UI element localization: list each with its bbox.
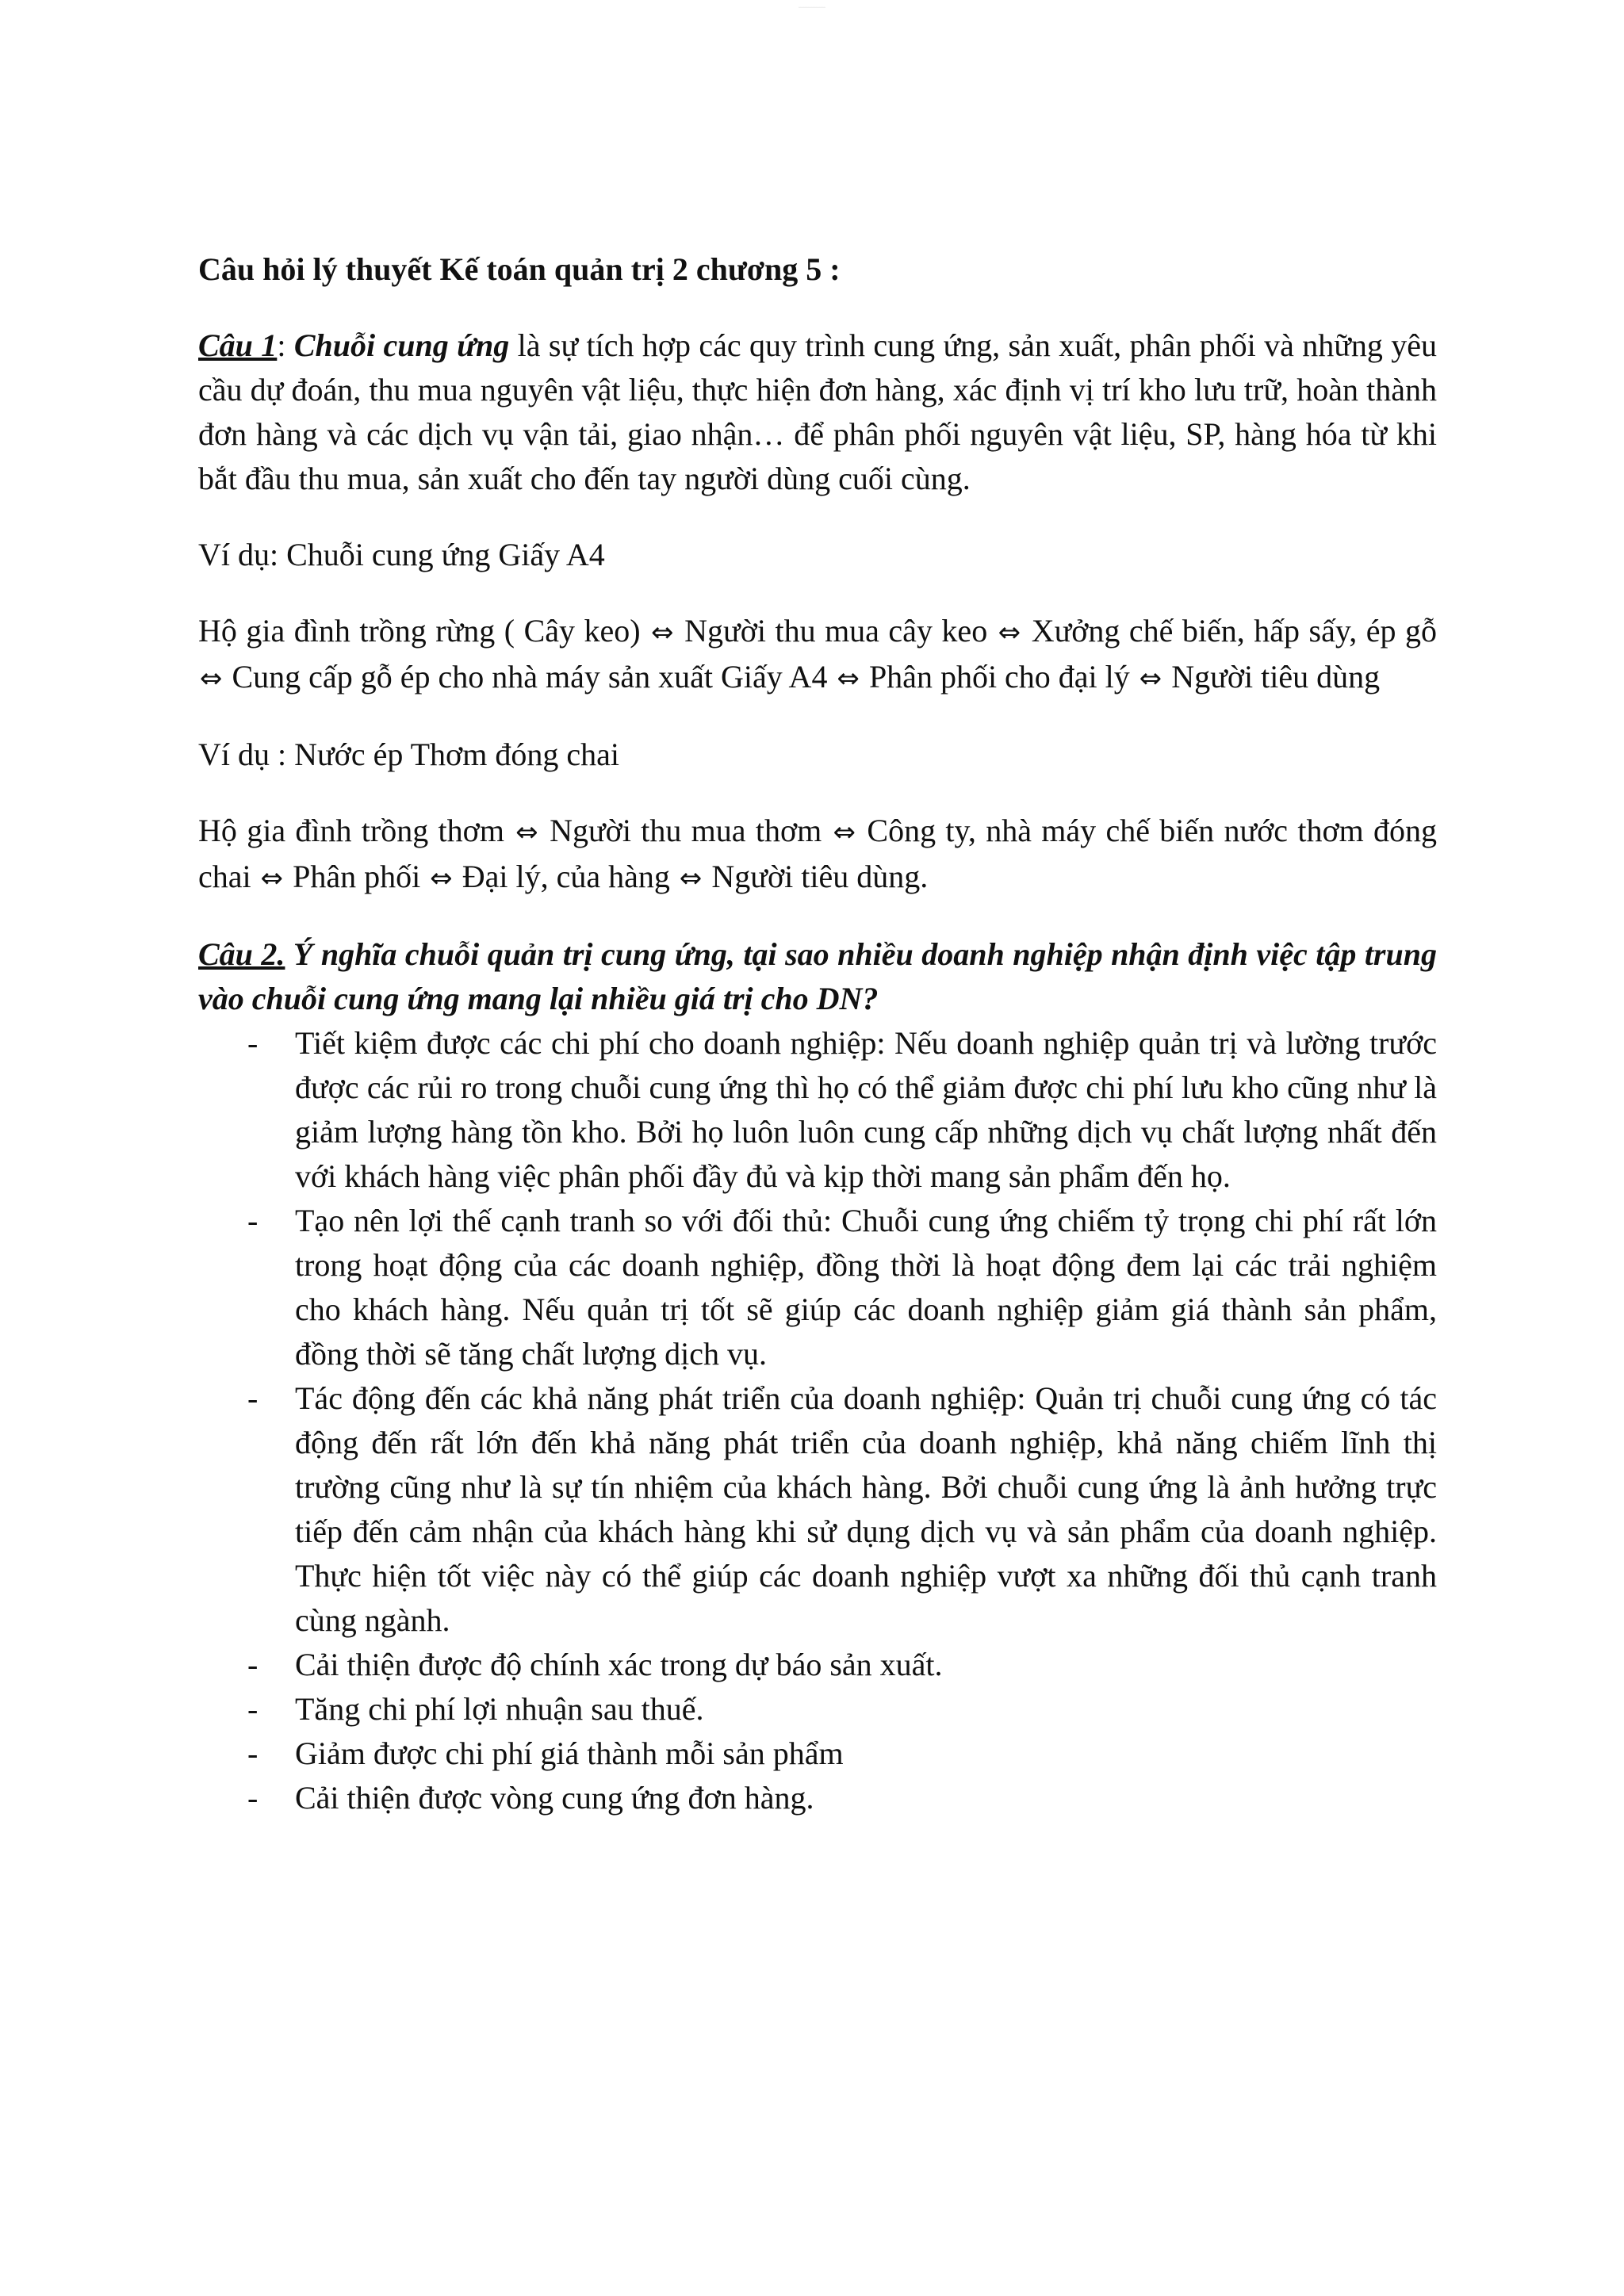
example-1-chain-step: Người tiêu dùng [1171,659,1381,695]
question-1-term: Chuỗi cung ứng [293,327,510,363]
example-2-chain-step: Công ty, nhà máy chế biến nước thơm đóng chai [198,813,1438,894]
document-title: Câu hỏi lý thuyết Kế toán quản trị 2 chương 5 : [198,251,841,287]
dash-bullet: - [247,1735,259,1771]
example-1-chain-step: Người thu mua cây keo [684,613,988,649]
double-arrow-icon: ⇔ [998,617,1021,649]
example-1-chain [198,609,1437,701]
example-2-chain-step: Phân phối [293,859,421,894]
list-item [198,1021,1437,1199]
list-item-text: Tác động đến các khả năng phát triển của doanh nghiệp: Quản trị chuỗi cung ứng có tác động đến rất lớn đến khả năng phát triển của doanh nghiệp, khả năng chiếm lĩnh thị trường cũng như là sự tín nhiệm của khách hàng. Bởi chuỗi cung ứng là ảnh hưởng trực tiếp đến cảm nhận của khách hàng khi sử dụng dịch vụ và sản phẩm của doanh nghiệp. Thực hiện tốt việc này có thể giúp các doanh nghiệp vượt xa những đối thủ cạnh tranh cùng ngành. [295,1380,1437,1638]
list-item-text: Tiết kiệm được các chi phí cho doanh nghiệp: Nếu doanh nghiệp quản trị và lường trước được các rủi ro trong chuỗi cung ứng thì họ có thể giảm được chi phí lưu kho cũng như là giảm lượng hàng tồn kho. Bởi họ luôn luôn cung cấp những dịch vụ chất lượng nhất đến với khách hàng việc phân phối đầy đủ và kịp thời mang sản phẩm đến họ. [295,1025,1437,1194]
double-arrow-icon: ⇔ [837,663,860,695]
example-1-heading: Ví dụ: Chuỗi cung ứng Giấy A4 [198,537,605,572]
list-item [198,1732,1437,1776]
question-1-paragraph [198,323,1437,501]
list-item [198,1776,1437,1820]
list-item [198,1199,1437,1376]
question-2-text: Ý nghĩa chuỗi quản trị cung ứng, tại sao nhiều doanh nghiệp nhận định việc tập trung vào chuỗi cung ứng mang lại nhiều giá trị cho DN? [198,936,1437,1016]
dash-bullet: - [247,1025,259,1061]
double-arrow-icon: ⇔ [651,617,674,649]
dash-bullet: - [247,1691,259,1727]
example-1-chain-step: Hộ gia đình trồng rừng ( Cây keo) [198,613,641,649]
example-2-chain-step: Hộ gia đình trồng thơm [198,813,504,848]
double-arrow-icon: ⇔ [260,863,284,894]
header-mark: ················· [799,6,825,10]
example-2-chain [198,809,1437,901]
example-2-heading: Ví dụ : Nước ép Thơm đóng chai [198,737,619,772]
double-arrow-icon: ⇔ [430,863,453,894]
question-1-colon: : [277,327,294,363]
list-item-text: Tạo nên lợi thế cạnh tranh so với đối thủ: Chuỗi cung ứng chiếm tỷ trọng chi phí rất lớn trong hoạt động của các doanh nghiệp, đồng thời là hoạt động đem lại các trải nghiệm cho khách hàng. Nếu quản trị tốt sẽ giúp các doanh nghiệp giảm giá thành sản phẩm, đồng thời sẽ tăng chất lượng dịch vụ. [295,1203,1437,1372]
list-item-text: Cải thiện được vòng cung ứng đơn hàng. [295,1780,814,1816]
example-1-chain-step: Cung cấp gỗ ép cho nhà máy sản xuất Giấy A4 [232,659,828,695]
list-item-text: Tăng chi phí lợi nhuận sau thuế. [295,1691,704,1727]
question-1-label: Câu 1 [198,327,278,363]
document-content [198,247,1437,1820]
double-arrow-icon: ⇔ [1139,663,1162,695]
list-item [198,1687,1437,1732]
double-arrow-icon: ⇔ [833,817,856,848]
double-arrow-icon: ⇔ [200,663,223,695]
double-arrow-icon: ⇔ [679,863,703,894]
list-item-text: Cải thiện được độ chính xác trong dự báo sản xuất. [295,1647,943,1682]
question-2-heading [198,932,1437,1021]
list-item [198,1643,1437,1687]
example-2-chain-step: Người thu mua thơm [550,813,822,848]
example-1-chain-step: Xưởng chế biến, hấp sấy, ép gỗ [1031,613,1438,649]
list-item [198,1376,1437,1643]
example-2-chain-step: Người tiêu dùng. [711,859,929,894]
dash-bullet: - [247,1780,259,1816]
dash-bullet: - [247,1380,259,1416]
list-item-text: Giảm được chi phí giá thành mỗi sản phẩm [295,1735,844,1771]
question-1-text: là sự tích hợp các quy trình cung ứng, sản xuất, phân phối và những yêu cầu dự đoán, thu mua nguyên vật liệu, thực hiện đơn hàng, xác định vị trí kho lưu trữ, hoàn thành đơn hàng và các dịch vụ vận tải, giao nhận… để phân phối nguyên vật liệu, SP, hàng hóa từ khi bắt đầu thu mua, sản xuất cho đến tay người dùng cuối cùng. [198,327,1438,496]
example-2-chain-step: Đại lý, của hàng [462,859,670,894]
question-2-list [198,1021,1437,1820]
dash-bullet: - [247,1647,259,1682]
double-arrow-icon: ⇔ [515,817,538,848]
dash-bullet: - [247,1203,259,1238]
example-1-chain-step: Phân phối cho đại lý [868,659,1130,695]
question-2-label: Câu 2. [198,936,285,972]
